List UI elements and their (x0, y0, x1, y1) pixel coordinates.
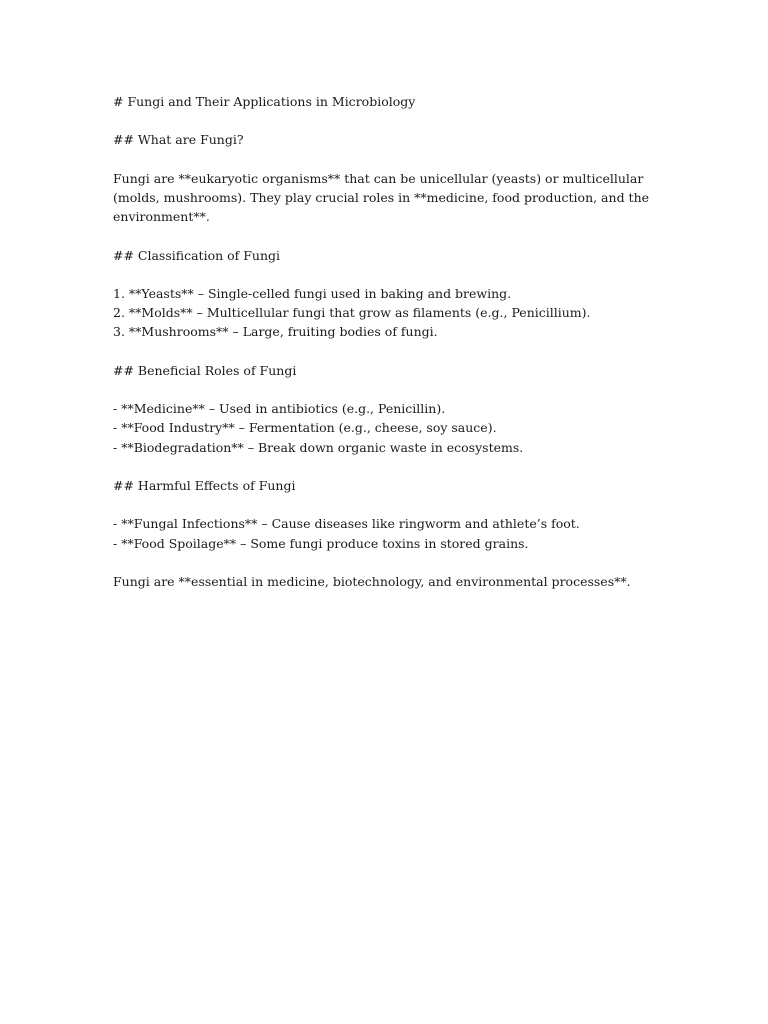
blank-line (113, 553, 673, 572)
list-item-mushrooms: 3. **Mushrooms** – Large, fruiting bodies of fungi. (113, 324, 438, 340)
heading-classification: ## Classification of Fungi (113, 247, 281, 263)
list-item-molds: 2. **Molds** – Multicellular fungi that grow as filaments (e.g., Penicillium). (113, 305, 591, 321)
blank-line (113, 150, 673, 169)
paragraph-what-are-fungi: Fungi are **eukaryotic organisms** that can be unicellular (yeasts) or multicellular (molds, mushrooms). They play crucial roles in **medicine, food production, and the environment**. (113, 170, 650, 225)
blank-line (113, 111, 673, 130)
blank-line (113, 495, 673, 514)
heading-what-are-fungi: ## What are Fungi? (113, 132, 244, 148)
heading-beneficial: ## Beneficial Roles of Fungi (113, 362, 297, 378)
list-item-medicine: - **Medicine** – Used in antibiotics (e.g., Penicillin). (113, 401, 446, 417)
list-item-fungal-infections: - **Fungal Infections** – Cause diseases like ringworm and athlete’s foot. (113, 516, 580, 532)
list-item-biodegradation: - **Biodegradation** – Break down organic waste in ecosystems. (113, 439, 524, 455)
heading-harmful: ## Harmful Effects of Fungi (113, 477, 296, 493)
blank-line (113, 226, 673, 245)
blank-line (113, 457, 673, 476)
list-item-yeasts: 1. **Yeasts** – Single-celled fungi used in baking and brewing. (113, 285, 512, 301)
list-item-food-spoilage: - **Food Spoilage** – Some fungi produce toxins in stored grains. (113, 535, 529, 551)
document-page (113, 92, 673, 591)
blank-line (113, 265, 673, 284)
list-item-food-industry: - **Food Industry** – Fermentation (e.g., cheese, soy sauce). (113, 420, 497, 436)
conclusion-paragraph: Fungi are **essential in medicine, biotechnology, and environmental processes**. (113, 573, 631, 589)
blank-line (113, 380, 673, 399)
document-title: # Fungi and Their Applications in Microbiology (113, 94, 416, 109)
blank-line (113, 342, 673, 361)
